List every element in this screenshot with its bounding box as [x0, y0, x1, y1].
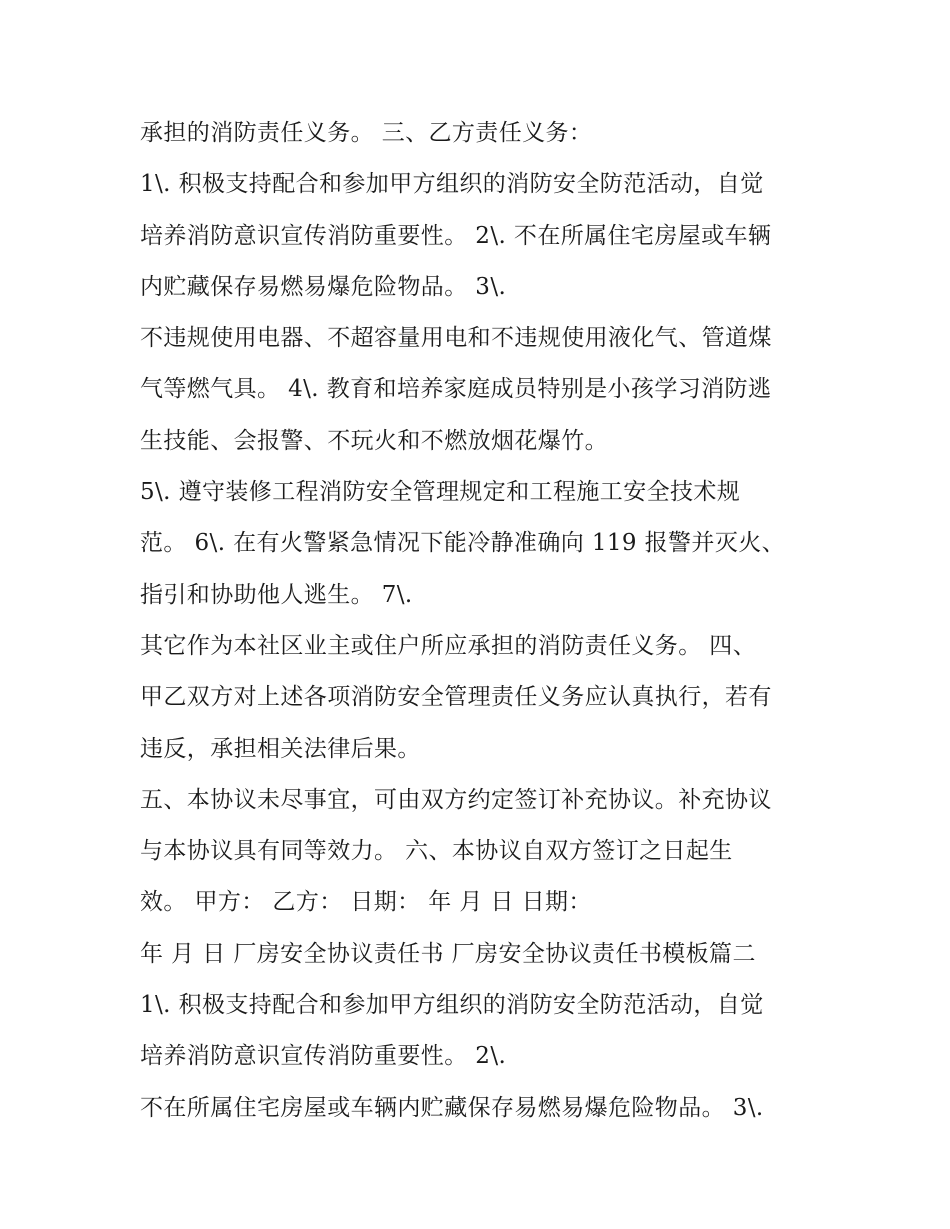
text-line: 范。 6\. 在有火警紧急情况下能冷静准确向 119 报警并灭火、 [140, 530, 786, 557]
text-line: 违反，承担相关法律后果。 [140, 735, 421, 762]
text-line: 与本协议具有同等效力。 六、本协议自双方签订之日起生 [140, 838, 733, 865]
text-line: 培养消防意识宣传消防重要性。 2\. 不在所属住宅房屋或车辆 [140, 222, 772, 249]
text-line: 效。 甲方： 乙方： 日期： 年 月 日 日期： [140, 889, 592, 916]
text-line: 1\. 积极支持配合和参加甲方组织的消防安全防范活动，自觉 [140, 171, 764, 198]
text-line: 内贮藏保存易燃易爆危险物品。 3\. [140, 273, 507, 300]
text-line: 5\. 遵守装修工程消防安全管理规定和工程施工安全技术规 [140, 479, 741, 506]
document-body [140, 110, 830, 1136]
text-line: 不在所属住宅房屋或车辆内贮藏保存易燃易爆危险物品。 3\. [140, 1094, 764, 1121]
text-line: 培养消防意识宣传消防重要性。 2\. [140, 1043, 507, 1070]
text-line: 甲乙双方对上述各项消防安全管理责任义务应认真执行，若有 [140, 684, 772, 711]
text-line: 生技能、会报警、不玩火和不燃放烟花爆竹。 [140, 427, 608, 454]
text-line: 五、本协议未尽事宜，可由双方约定签订补充协议。补充协议 [140, 786, 772, 813]
text-line: 气等燃气具。 4\. 教育和培养家庭成员特别是小孩学习消防逃 [140, 376, 772, 403]
text-line: 其它作为本社区业主或住户所应承担的消防责任义务。 四、 [140, 632, 757, 659]
text-line: 指引和协助他人逃生。 7\. [140, 581, 413, 608]
text-line: 承担的消防责任义务。 三、乙方责任义务： [140, 120, 593, 146]
text-line: 1\. 积极支持配合和参加甲方组织的消防安全防范活动，自觉 [140, 992, 764, 1019]
text-line: 年 月 日 厂房安全协议责任书 厂房安全协议责任书模板篇二 [140, 940, 756, 967]
text-line: 不违规使用电器、不超容量用电和不违规使用液化气、管道煤 [140, 325, 772, 352]
